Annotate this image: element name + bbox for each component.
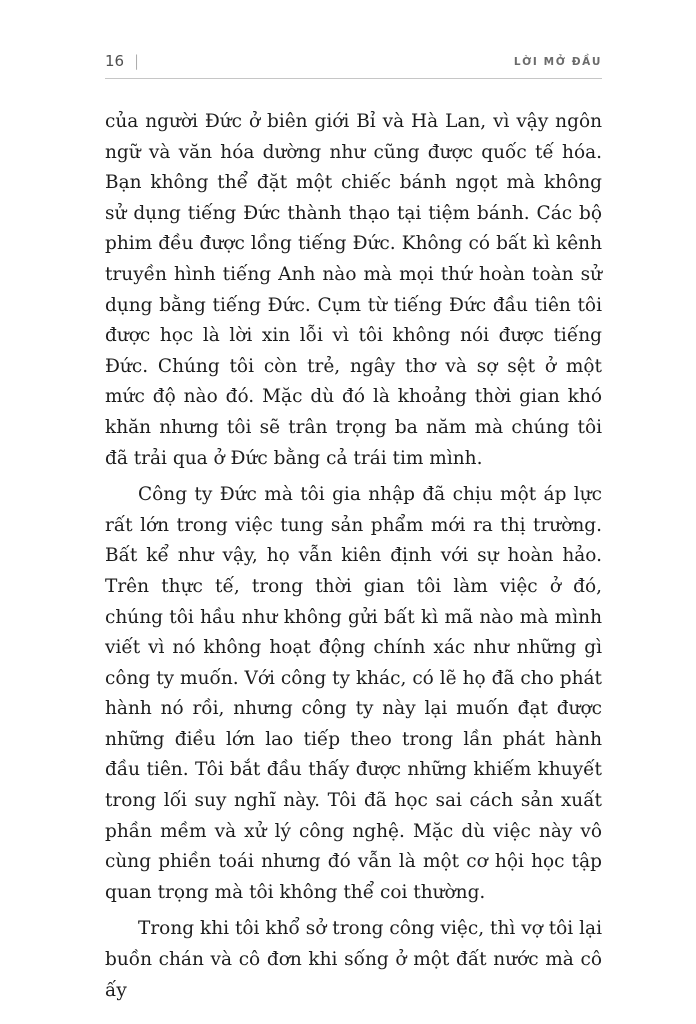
paragraph: của người Đức ở biên giới Bỉ và Hà Lan, vì vậy ngôn ngữ và văn hóa dường như cũng được quốc tế hóa. Bạn không thể đặt một chiếc bánh ngọt mà không sử dụng tiếng Đức thành thạo tại tiệm bánh. Các bộ phim đều được lồng tiếng Đức. Không có bất kì kênh truyền hình tiếng Anh nào mà mọi thứ hoàn toàn sử dụng bằng tiếng Đức. Cụm từ tiếng Đức đầu tiên tôi được học là lời xin lỗi vì tôi không nói được tiếng Đức. Chúng tôi còn trẻ, ngây thơ và sợ sệt ở một mức độ nào đó. Mặc dù đó là khoảng thời gian khó khăn nhưng tôi sẽ trân trọng ba năm mà chúng tôi đã trải qua ở Đức bằng cả trái tim mình. (105, 111, 602, 469)
paragraph: Công ty Đức mà tôi gia nhập đã chịu một áp lực rất lớn trong việc tung sản phẩm mới ra thị trường. Bất kể như vậy, họ vẫn kiên định với sự hoàn hảo. Trên thực tế, trong thời gian tôi làm việc ở đó, chúng tôi hầu như không gửi bất kì mã nào mà mình viết vì nó không hoạt động chính xác như những gì công ty muốn. Với công ty khác, có lẽ họ đã cho phát hành nó rồi, nhưng công ty này lại muốn đạt được những điều lớn lao tiếp theo trong lần phát hành đầu tiên. Tôi bắt đầu thấy được những khiếm khuyết trong lối suy nghĩ này. Tôi đã học sai cách sản xuất phần mềm và xử lý công nghệ. Mặc dù việc này vô cùng phiền toái nhưng đó vẫn là một cơ hội học tập quan trọng mà tôi không thể coi thường. (105, 484, 602, 903)
page-number-group (105, 54, 139, 69)
body-text (105, 107, 602, 1006)
paragraph: Trong khi tôi khổ sở trong công việc, thì vợ tôi lại buồn chán và cô đơn khi sống ở một đất nước mà cô ấy (105, 918, 602, 1001)
header-rule (105, 78, 602, 79)
page-number: 16 (105, 52, 125, 70)
page-header (105, 54, 602, 78)
running-head: LỜI MỞ ĐẦU (513, 55, 602, 68)
page-number-separator: | (134, 52, 140, 70)
